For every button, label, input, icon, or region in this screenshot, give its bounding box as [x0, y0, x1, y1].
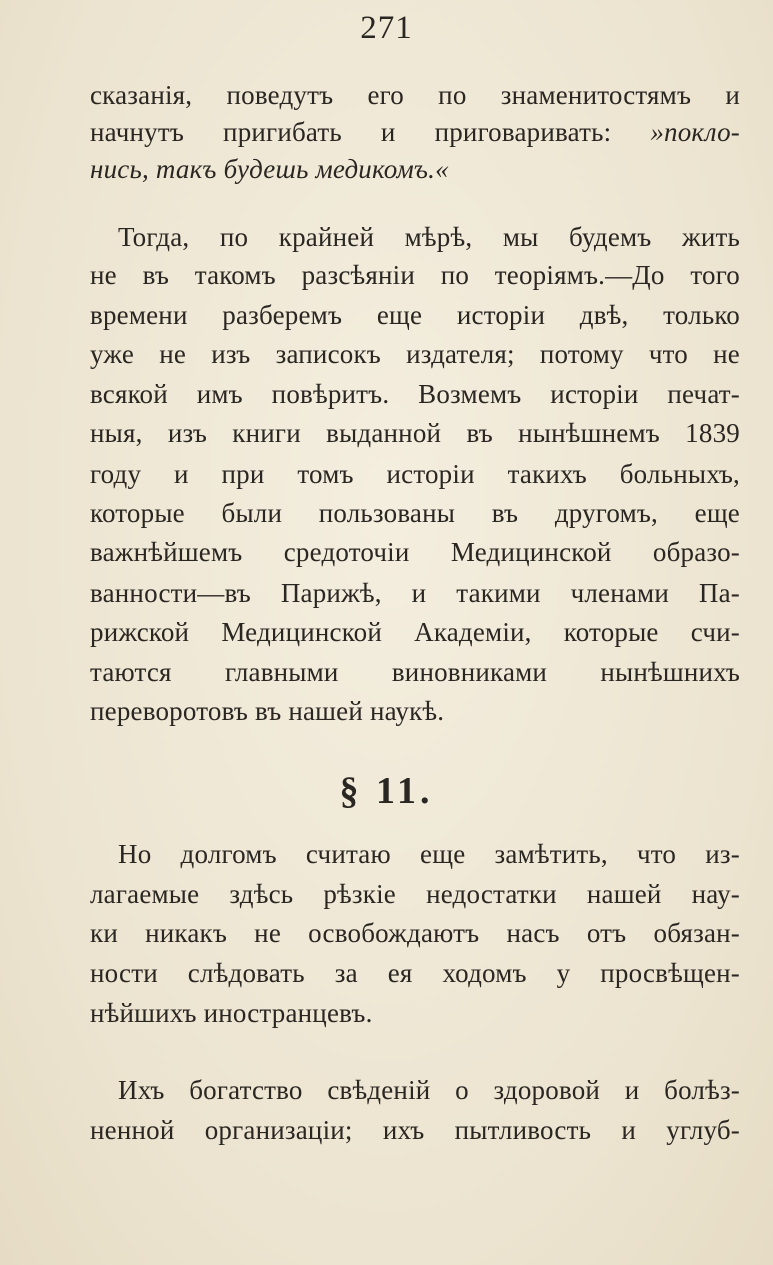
paragraph-2-line-8: которые были пользованы въ другомъ, еще — [90, 498, 740, 528]
page-number: 271 — [360, 10, 413, 46]
paragraph-3-line-5: нѣйшихъ иностранцевъ. — [90, 998, 373, 1028]
paragraph-3-line-1: Но долгомъ считаю еще замѣтить, что из- — [118, 839, 740, 869]
quoted-phrase-start: »покло- — [650, 117, 740, 147]
paragraph-2-line-11: рижской Медицинской Академіи, которые счи- — [90, 617, 740, 647]
paragraph-1-line-2 — [90, 114, 740, 150]
paragraph-3-line-4: ности слѣдовать за ея ходомъ у просвѣщен- — [90, 958, 740, 988]
paragraph-2-line-9: важнѣйшемъ средоточіи Медицинской образо- — [90, 537, 740, 567]
paragraph-2-line-7: году и при томъ исторіи такихъ больныхъ, — [90, 459, 740, 489]
paragraph-2-line-6: ныя, изъ книги выданной въ нынѣшнемъ 1839 — [90, 418, 740, 448]
paragraph-2-line-12: таются главными виновниками нынѣшнихъ — [90, 657, 740, 687]
paragraph-2-line-3: времени разберемъ еще исторіи двѣ, только — [90, 300, 740, 330]
paragraph-3-line-2: лагаемые здѣсь рѣзкіе недостатки нашей нау- — [90, 879, 740, 909]
paragraph-2-line-1: Тогда, по крайней мѣрѣ, мы будемъ жить — [118, 222, 740, 252]
paragraph-2-line-5: всякой имъ повѣритъ. Возмемъ исторіи печат- — [90, 379, 740, 409]
paragraph-3-line-3: ки никакъ не освобождаютъ насъ отъ обязан- — [90, 918, 740, 948]
paragraph-2-line-10: ванности—въ Парижѣ, и такими членами Па- — [90, 578, 740, 608]
paragraph-2-line-4: уже не изъ записокъ издателя; потому что не — [90, 339, 740, 369]
paragraph-2-line-13: переворотовъ въ нашей наукѣ. — [90, 696, 445, 726]
quoted-phrase-end: нись, такъ будешь медикомъ.« — [90, 154, 449, 184]
paragraph-4-line-2: ненной организаціи; ихъ пытливость и углуб- — [90, 1115, 740, 1145]
paragraph-2-line-2: не въ такомъ разсѣяніи по теоріямъ.—До того — [90, 260, 740, 290]
paragraph-4-line-1: Ихъ богатство свѣденій о здоровой и болѣз- — [118, 1075, 740, 1105]
paragraph-1-line-2-text: начнутъ пригибать и приговаривать: — [90, 117, 651, 147]
paragraph-1-line-1: сказанія, поведутъ его по знаменитостямъ и — [90, 80, 740, 110]
section-heading: § 11. — [339, 770, 434, 812]
